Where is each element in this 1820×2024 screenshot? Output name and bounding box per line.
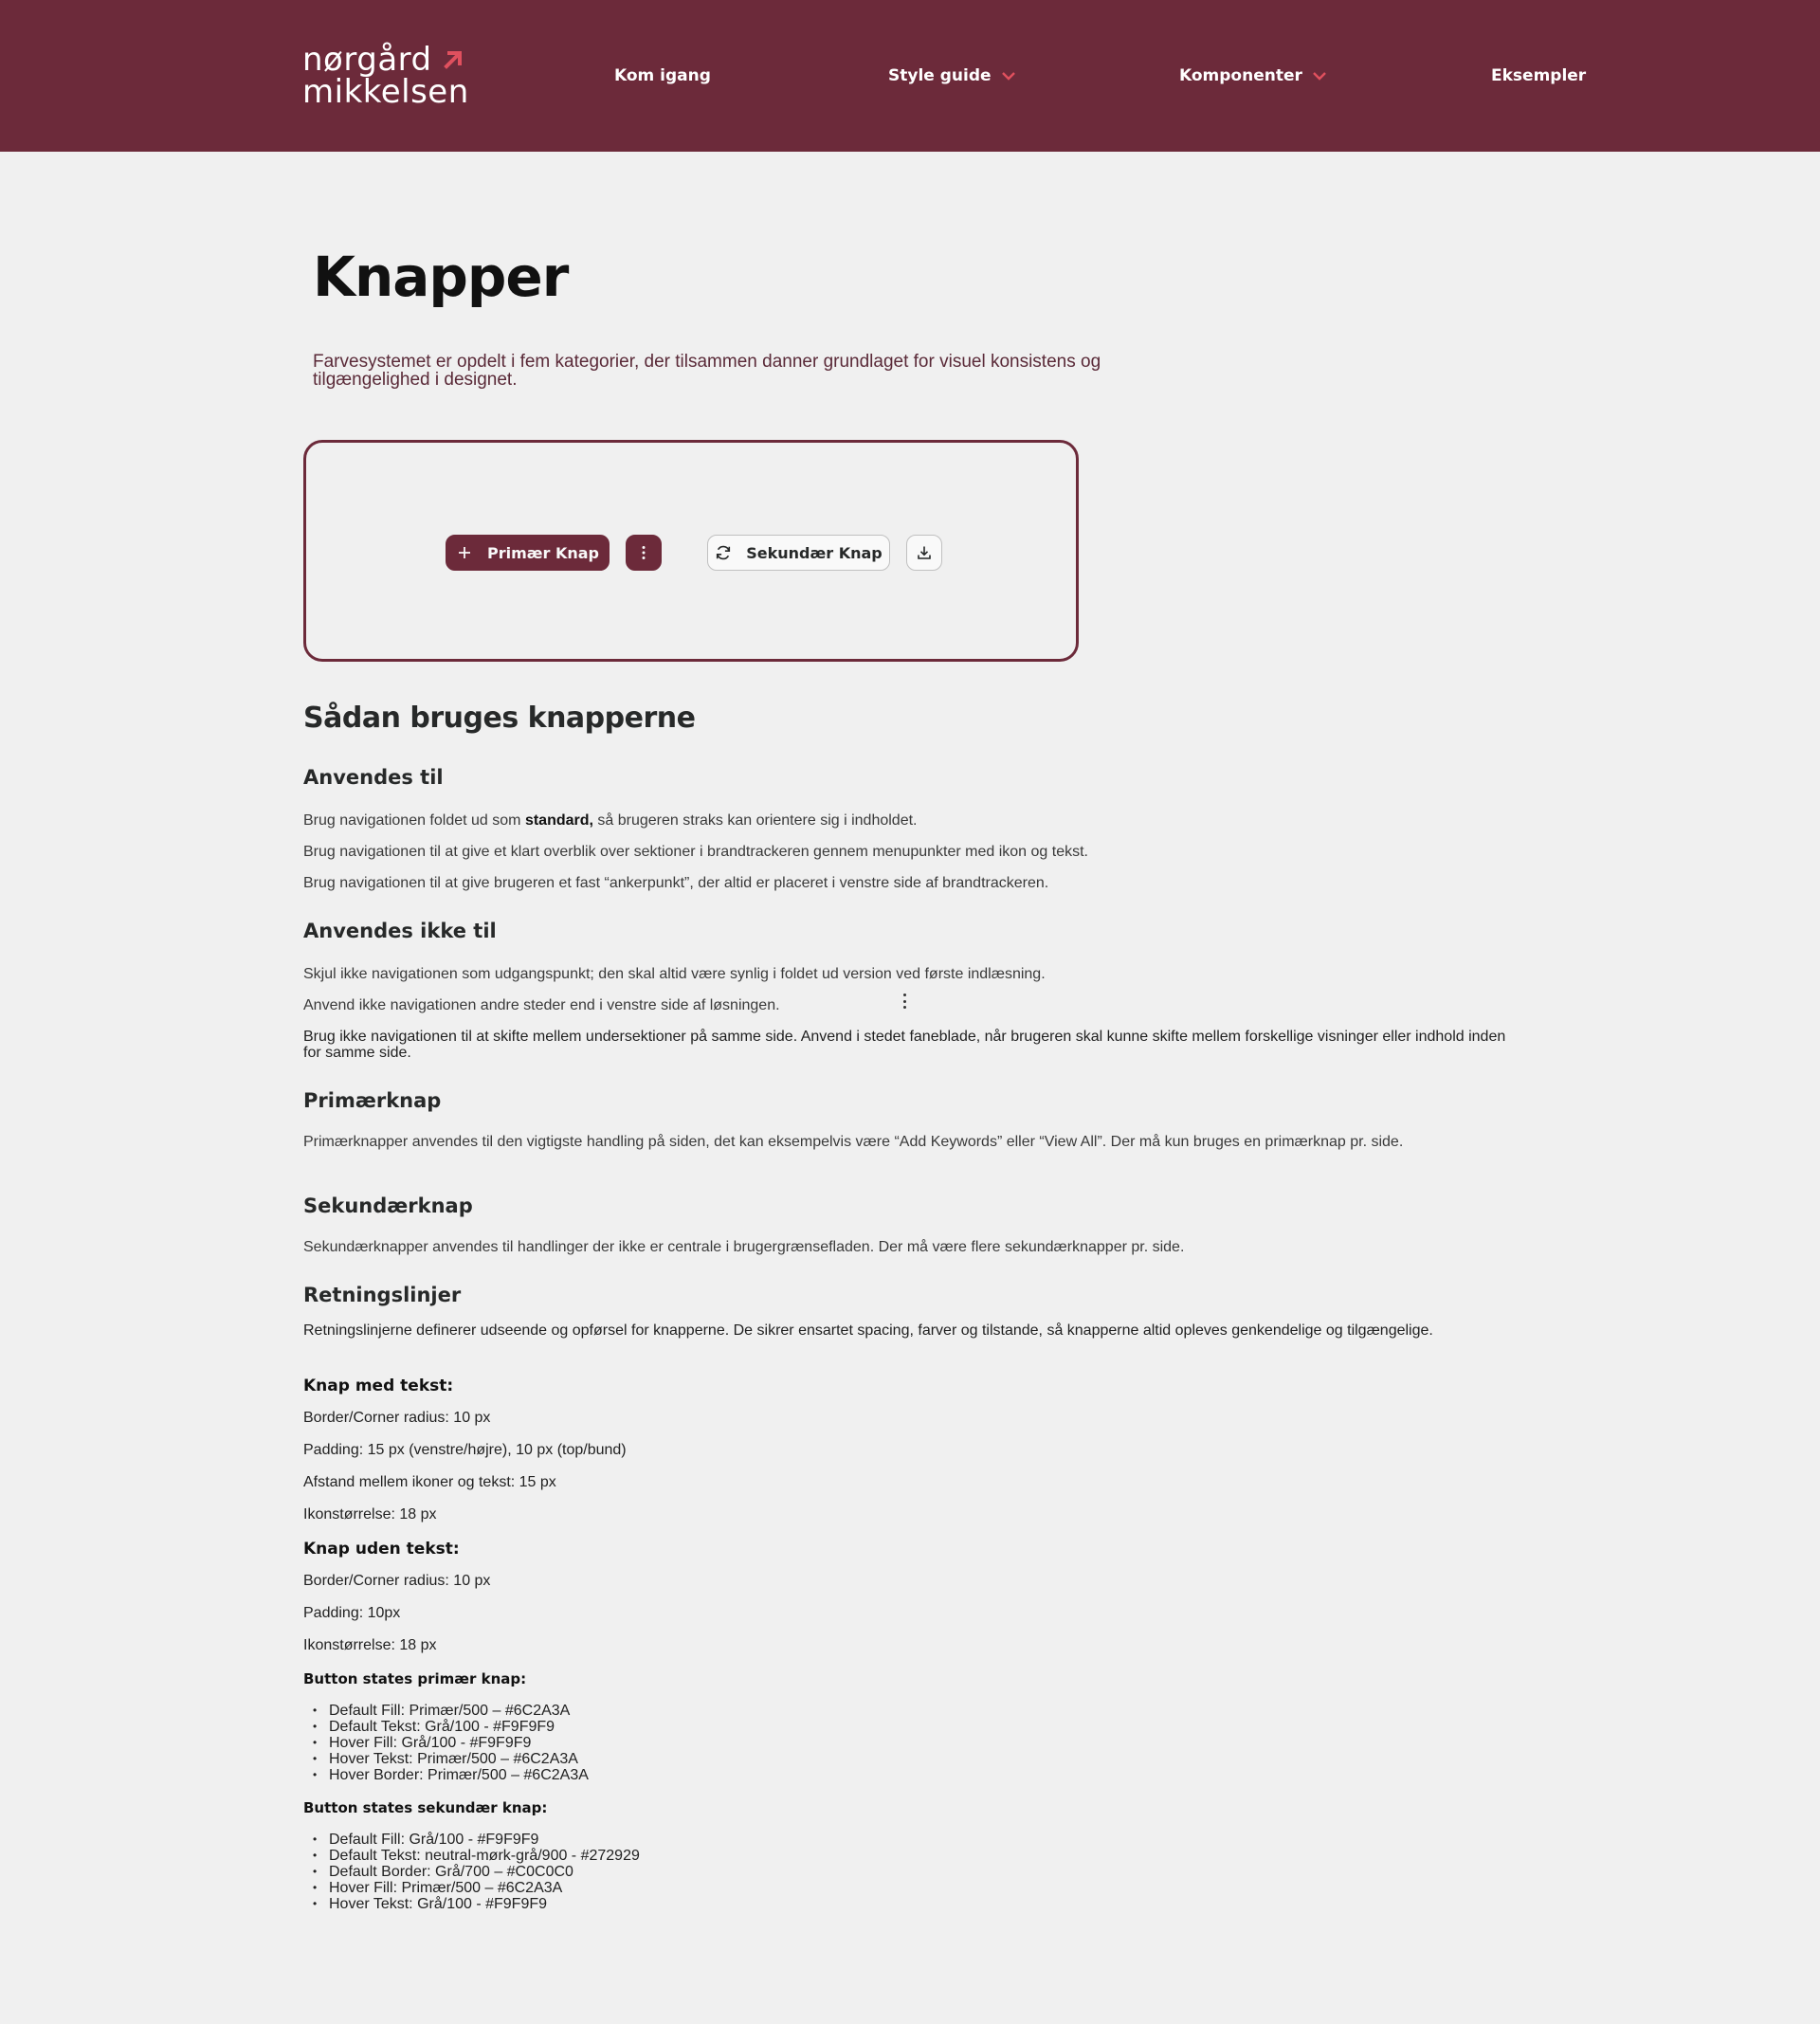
list-item: • Default Fill: Grå/100 - #F9F9F9 — [313, 1832, 640, 1848]
guidelines-heading: Retningslinjer — [303, 1284, 462, 1306]
nav-style-guide[interactable] — [888, 66, 1016, 85]
secondary-button-description: Sekundærknapper anvendes til handlinger der ikke er centrale i brugergrænsefladen. Der må være flere sekundærknapper pr. side. — [303, 1239, 1185, 1255]
list-item: • Hover Tekst: Primær/500 – #6C2A3A — [313, 1751, 589, 1767]
nav-kom-igang[interactable] — [614, 66, 711, 85]
usage-heading: Sådan bruges knapperne — [303, 702, 696, 735]
use-for-item-3: Brug navigationen til at give brugeren et fast “ankerpunkt”, der altid er placeret i venstre side af brandtrackeren. — [303, 875, 1049, 891]
spec-item: Border/Corner radius: 10 px — [303, 1410, 491, 1426]
not-for-item-2: Anvend ikke navigationen andre steder end i venstre side af løsningen. — [303, 997, 780, 1013]
nav-komponenter[interactable] — [1179, 66, 1327, 85]
use-for-item-1-end: så brugeren straks kan orientere sig i indholdet. — [597, 812, 918, 829]
nav-label: Kom igang — [614, 66, 711, 85]
spec-item: Border/Corner radius: 10 px — [303, 1573, 491, 1589]
spec-item: Afstand mellem ikoner og tekst: 15 px — [303, 1474, 556, 1490]
button-without-text-heading: Knap uden tekst: — [303, 1540, 460, 1559]
primary-button-label: Primær Knap — [486, 543, 600, 562]
download-icon — [916, 544, 933, 561]
logo-line-2: mikkelsen — [302, 73, 469, 111]
top-navigation-bar — [0, 0, 1820, 152]
spec-item: Padding: 10px — [303, 1605, 401, 1621]
refresh-icon — [715, 544, 732, 561]
secondary-states-heading: Button states sekundær knap: — [303, 1799, 548, 1816]
list-item: • Hover Fill: Grå/100 - #F9F9F9 — [313, 1735, 589, 1751]
primary-button[interactable] — [446, 535, 610, 571]
secondary-states-list — [313, 1832, 640, 1912]
more-vertical-icon[interactable] — [901, 994, 907, 1009]
spec-item: Ikonstørrelse: 18 px — [303, 1637, 437, 1653]
list-item: • Default Fill: Primær/500 – #6C2A3A — [313, 1703, 589, 1719]
list-item: • Default Tekst: Grå/100 - #F9F9F9 — [313, 1719, 589, 1735]
list-item: • Default Tekst: neutral-mørk-grå/900 - #272929 — [313, 1848, 640, 1864]
primary-button-heading: Primærknap — [303, 1089, 442, 1112]
page-title: Knapper — [313, 245, 569, 309]
use-for-item-2: Brug navigationen til at give et klart overblik over sektioner i brandtrackeren gennem menupunkter med ikon og tekst. — [303, 844, 1088, 860]
list-item: • Hover Border: Primær/500 – #6C2A3A — [313, 1767, 589, 1783]
use-for-item-1 — [303, 812, 1526, 829]
secondary-button-label: Sekundær Knap — [746, 543, 883, 562]
spec-item: Ikonstørrelse: 18 px — [303, 1506, 437, 1523]
not-for-item-3: Brug ikke navigationen til at skifte mellem undersektioner på samme side. Anvend i stedet faneblade, når brugeren skal kunne skifte mellem forskellige visninger eller indhold inden for samme side. — [303, 1029, 1506, 1061]
not-for-heading: Anvendes ikke til — [303, 920, 497, 942]
logo[interactable] — [302, 41, 469, 111]
page-intro: Farvesystemet er opdelt i fem kategorier, der tilsammen danner grundlaget for visuel konsistens og tilgængelighed i designet. — [313, 352, 1101, 390]
button-with-text-heading: Knap med tekst: — [303, 1377, 454, 1395]
nav-label: Komponenter — [1179, 66, 1302, 85]
list-item: • Hover Tekst: Grå/100 - #F9F9F9 — [313, 1896, 640, 1912]
list-item: • Hover Fill: Primær/500 – #6C2A3A — [313, 1880, 640, 1896]
use-for-heading: Anvendes til — [303, 766, 444, 789]
not-for-item-1: Skjul ikke navigationen som udgangspunkt; den skal altid være synlig i foldet ud version ved første indlæsning. — [303, 966, 1046, 982]
chevron-down-icon — [1001, 71, 1016, 81]
primary-states-heading: Button states primær knap: — [303, 1670, 527, 1687]
more-vertical-icon — [635, 544, 652, 561]
use-for-item-1-bold: standard, — [524, 812, 593, 829]
primary-icon-button[interactable] — [626, 535, 662, 571]
arrow-up-right-icon — [443, 49, 464, 70]
nav-label: Eksempler — [1491, 66, 1587, 85]
nav-label: Style guide — [888, 66, 992, 85]
plus-icon — [456, 544, 473, 561]
primary-states-list — [313, 1703, 589, 1783]
nav-eksempler[interactable] — [1491, 66, 1586, 85]
button-demo-panel — [303, 440, 1079, 662]
chevron-down-icon — [1312, 71, 1327, 81]
logo-line-1: nørgård — [302, 41, 432, 79]
primary-button-description: Primærknapper anvendes til den vigtigste handling på siden, det kan eksempelvis være “Add Keywords” eller “View All”. Der må kun bruges en primærknap pr. side. — [303, 1134, 1404, 1150]
spec-item: Padding: 15 px (venstre/højre), 10 px (top/bund) — [303, 1442, 627, 1458]
secondary-button-heading: Sekundærknap — [303, 1194, 473, 1217]
secondary-button[interactable] — [707, 535, 890, 571]
use-for-item-1-start: Brug navigationen foldet ud som — [303, 812, 521, 829]
list-item: • Default Border: Grå/700 – #C0C0C0 — [313, 1864, 640, 1880]
secondary-icon-button[interactable] — [906, 535, 942, 571]
guidelines-description: Retningslinjerne definerer udseende og opførsel for knapperne. De sikrer ensartet spacing, farver og tilstande, så knapperne altid opleves genkendelige og tilgængelige. — [303, 1322, 1433, 1339]
